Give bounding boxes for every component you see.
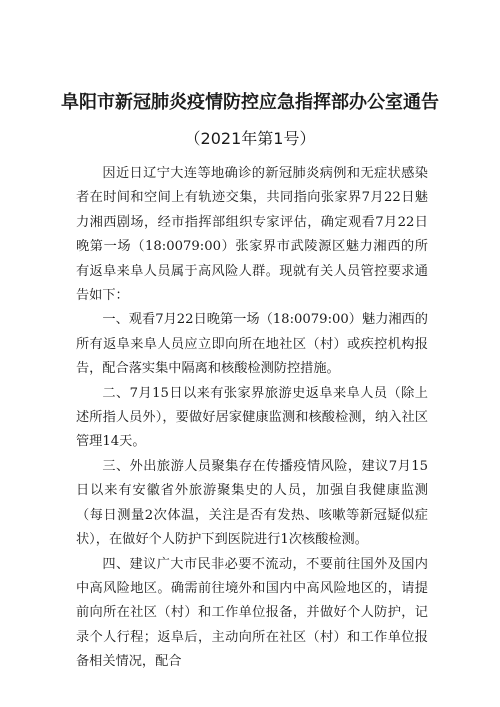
paragraph-item-1: 一、观看7月22日晚第一场（18:0079:00）魅力湘西的所有返阜来阜人员应立即向所在地社区（村）或疾控机构报告，配合落实集中隔离和核酸检测防控措施。	[76, 312, 428, 377]
paragraph-intro: 因近日辽宁大连等地确诊的新冠肺炎病例和无症状感染者在时间和空间上有轨迹交集，共同指向张家界7月22日魅力湘西剧场，经市指挥部组织专家评估，确定观看7月22日晚第一场（18:0079:00）张家界市武陵源区魅力湘西的所有返阜来阜人员属于高风险人群。现就有关人员管控要求通告如下：	[76, 166, 428, 304]
document-number: （2021年第1号）	[184, 129, 316, 148]
paragraph-item-2: 二、7月15日以来有张家界旅游史返阜来阜人员（除上述所指人员外），要做好居家健康监测和核酸检测，纳入社区管理14天。	[76, 385, 428, 450]
paragraph-item-4: 四、建议广大市民非必要不流动，不要前往国外及国内中高风险地区。确需前往境外和国内中高风险地区的，请提前向所在社区（村）和工作单位报备，并做好个人防护，记录个人行程；返阜后，主动向所在社区（村）和工作单位报备相关情况，配合	[76, 556, 428, 670]
document-body	[76, 162, 428, 675]
document-title: 阜阳市新冠肺炎疫情防控应急指挥部办公室通告	[61, 92, 439, 113]
paragraph-item-3: 三、外出旅游人员聚集存在传播疫情风险，建议7月15日以来有安徽省外旅游聚集史的人员，加强自我健康监测（每日测量2次体温，关注是否有发热、咳嗽等新冠疑似症状），在做好个人防护下到医院进行1次核酸检测。	[76, 458, 428, 548]
